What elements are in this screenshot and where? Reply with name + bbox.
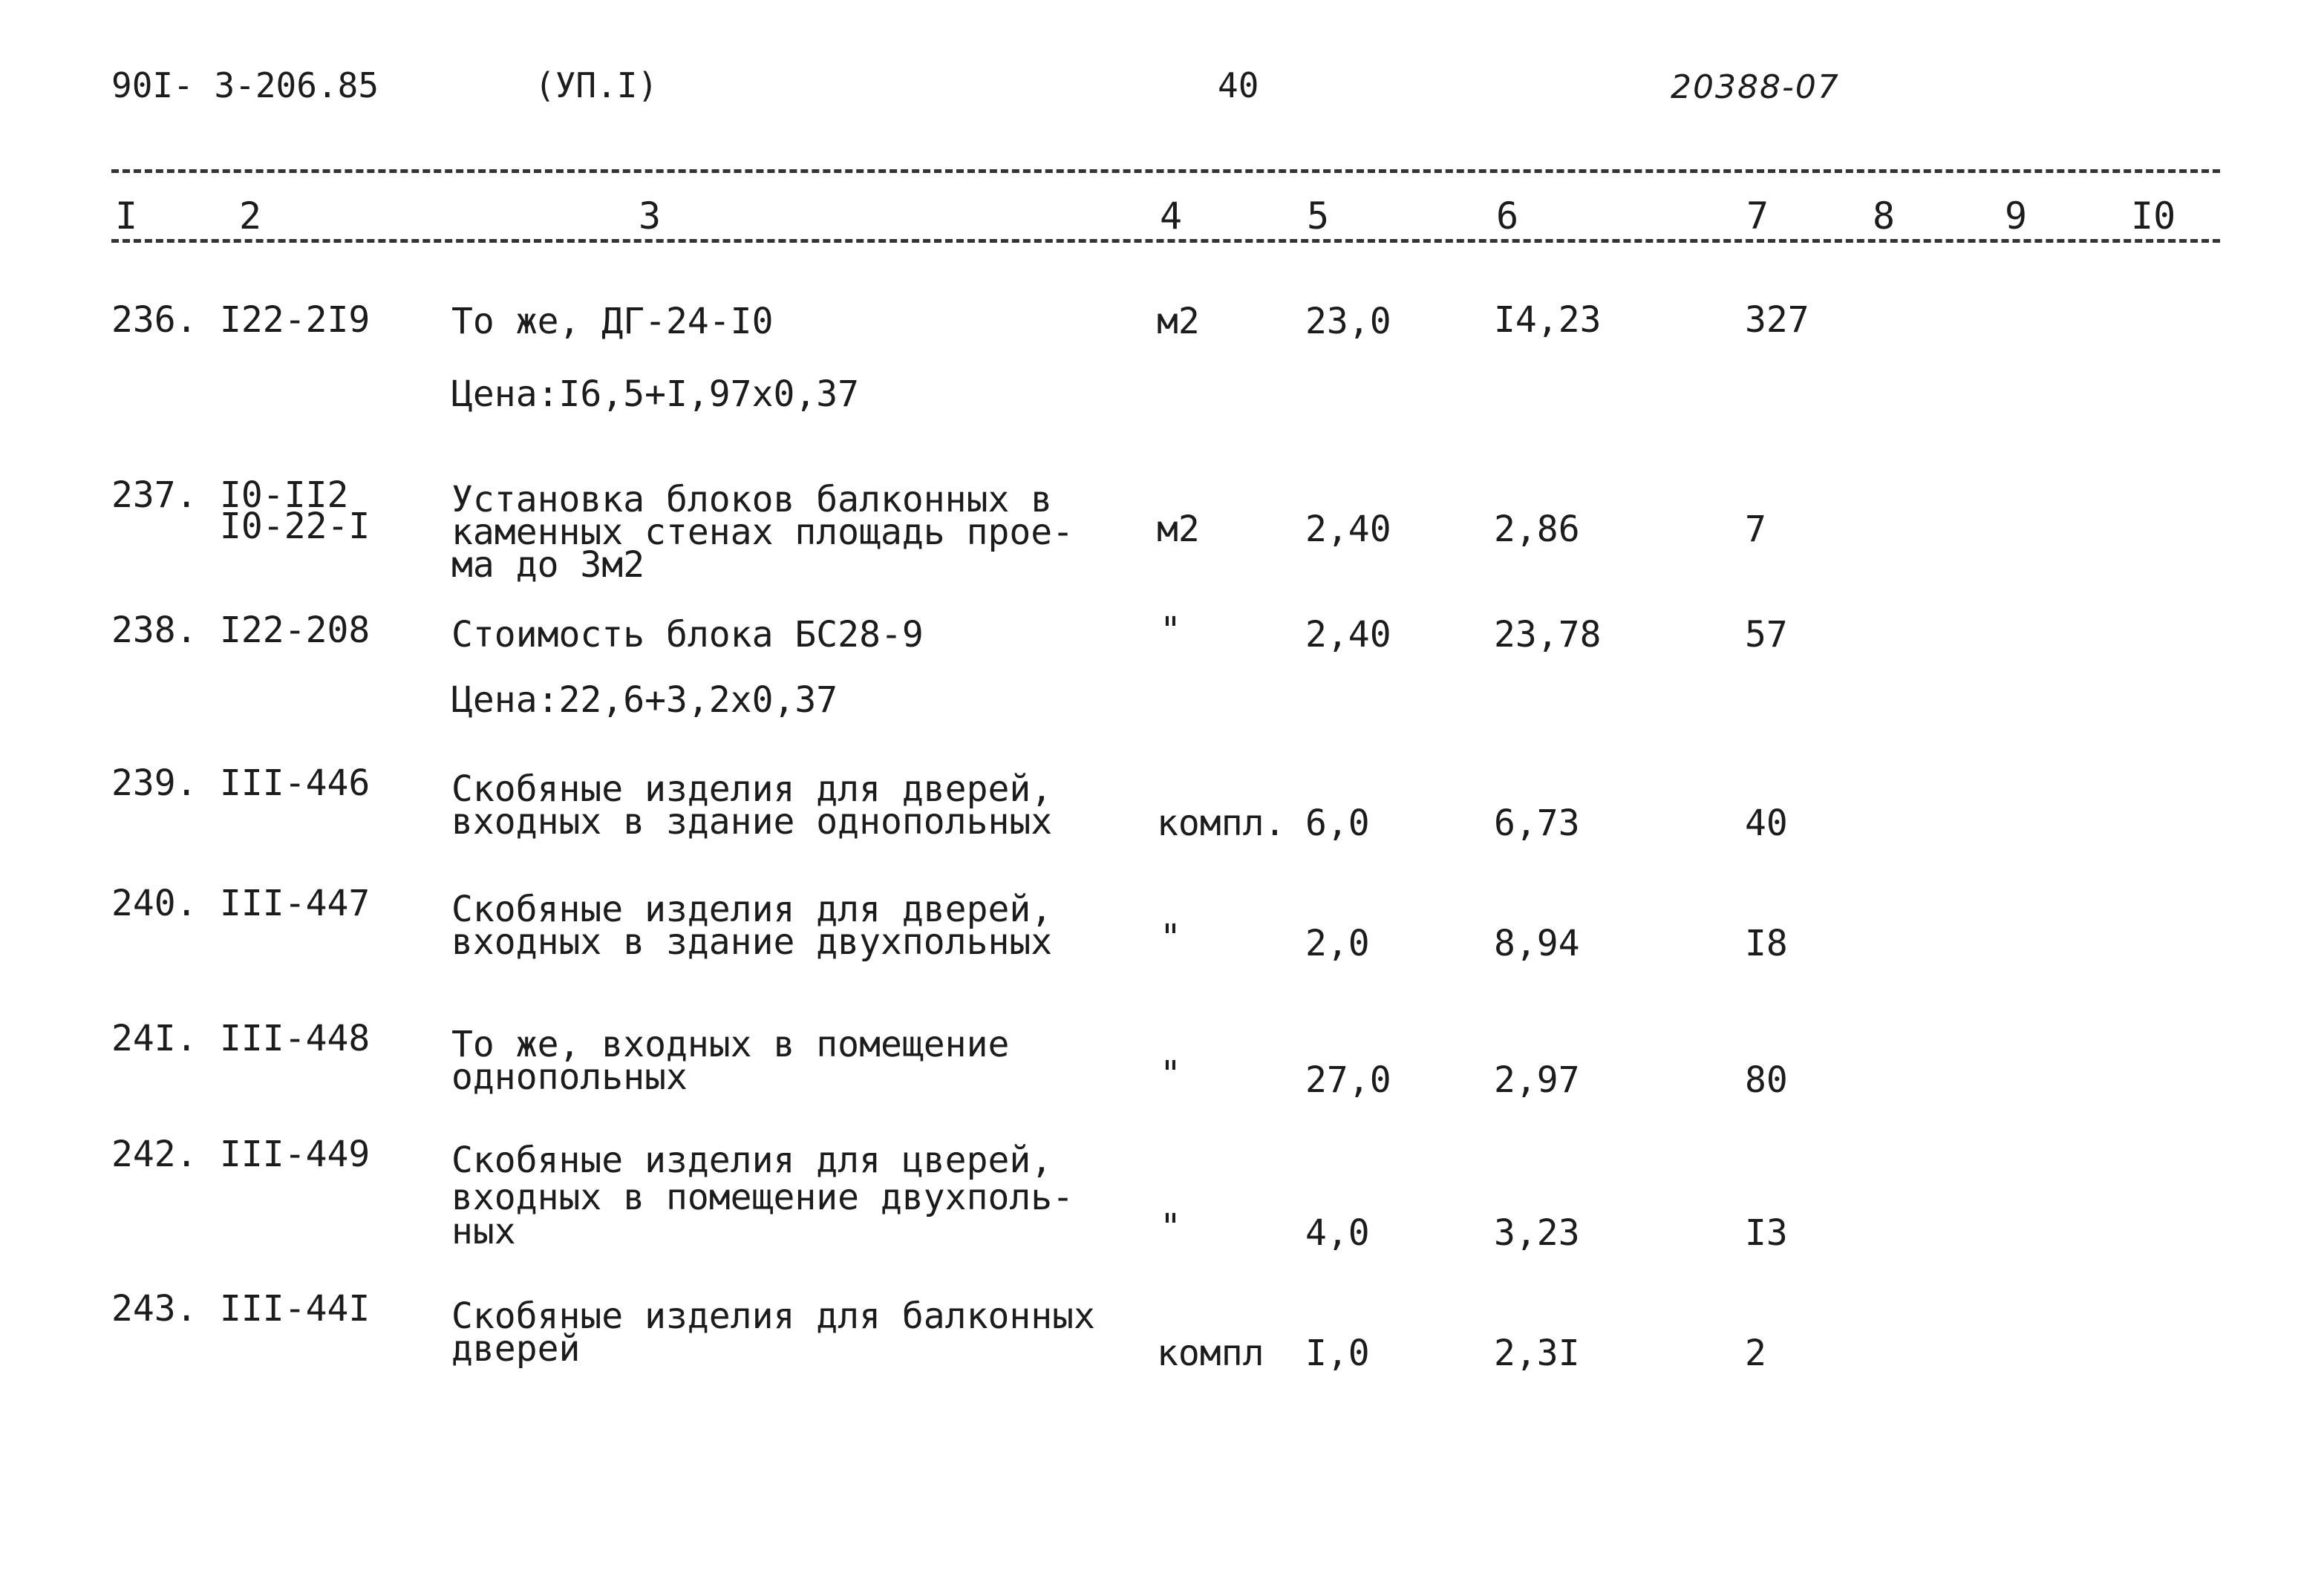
row-total: 40 xyxy=(1745,802,1788,844)
row-total: 327 xyxy=(1745,299,1809,341)
rate-code: III-44I xyxy=(220,1288,371,1330)
column-header-8: 8 xyxy=(1873,194,1896,238)
row-description-line-2: однопольных xyxy=(451,1056,688,1098)
row-number: 238. xyxy=(111,609,198,651)
row-unit-price: 3,23 xyxy=(1494,1212,1580,1254)
row-description-line-2: входных в здание двухпольных xyxy=(451,921,1053,963)
row-quantity: 23,0 xyxy=(1305,301,1391,342)
row-unit: м2 xyxy=(1157,509,1200,550)
row-unit-price: 8,94 xyxy=(1494,923,1580,964)
row-unit-price: 23,78 xyxy=(1494,614,1602,656)
row-number: 24I. xyxy=(111,1018,198,1059)
document-code: 90I- 3-206.85 xyxy=(111,65,379,105)
row-unit-price: 6,73 xyxy=(1494,802,1580,844)
row-total: 80 xyxy=(1745,1059,1788,1101)
row-description-line-1: То же, входных в помещение xyxy=(451,1024,1010,1065)
row-description-line-1: Скобяные изделия для цверей, xyxy=(451,1140,1053,1181)
row-unit-price: 2,97 xyxy=(1494,1059,1580,1101)
column-header-1: I xyxy=(115,194,138,238)
row-quantity: 6,0 xyxy=(1305,802,1370,844)
row-description: То же, ДГ-24-I0 xyxy=(451,301,774,342)
row-description-line-3: ных xyxy=(451,1211,516,1252)
row-quantity: 2,40 xyxy=(1305,614,1391,656)
header-top-rule xyxy=(111,169,2220,173)
rate-code: III-446 xyxy=(220,762,371,804)
column-header-10: I0 xyxy=(2131,194,2176,238)
row-total: 7 xyxy=(1745,509,1766,550)
row-number: 239. xyxy=(111,762,198,804)
row-unit-price: 2,3I xyxy=(1494,1333,1580,1374)
row-number: 237. xyxy=(111,474,198,516)
row-number: 236. xyxy=(111,299,198,341)
row-quantity: 27,0 xyxy=(1305,1059,1391,1101)
row-total: 2 xyxy=(1745,1333,1766,1374)
column-header-4: 4 xyxy=(1160,194,1183,238)
row-description-line-3: ма до 3м2 xyxy=(451,544,645,586)
rate-code-secondary: I0-22-I xyxy=(220,506,371,547)
row-description-line-1: Скобяные изделия для дверей, xyxy=(451,768,1053,810)
row-number: 243. xyxy=(111,1288,198,1330)
row-description-line-2: входных в помещение двухполь- xyxy=(451,1177,1074,1218)
row-unit: компл. xyxy=(1157,802,1286,844)
row-total: 57 xyxy=(1745,614,1788,656)
row-total: I3 xyxy=(1745,1212,1788,1254)
row-description-line-1: Скобяные изделия для балконных xyxy=(451,1295,1095,1337)
row-quantity: I,0 xyxy=(1305,1333,1370,1374)
row-description-line-1: Установка блоков балконных в xyxy=(451,479,1053,520)
row-quantity: 2,0 xyxy=(1305,923,1370,964)
column-header-6: 6 xyxy=(1496,194,1519,238)
album-label: (УП.I) xyxy=(535,65,659,105)
row-description-line-2: каменных стенах площадь прое- xyxy=(451,511,1074,553)
row-unit: " xyxy=(1160,1053,1181,1095)
row-unit: м2 xyxy=(1157,301,1200,342)
row-description: Стоимость блока БС28-9 xyxy=(451,614,924,656)
row-number: 242. xyxy=(111,1134,198,1175)
row-unit: " xyxy=(1160,917,1181,958)
rate-code: I0-II2 xyxy=(220,474,349,516)
row-unit-price: I4,23 xyxy=(1494,299,1602,341)
row-unit: " xyxy=(1160,609,1181,651)
rate-code: III-448 xyxy=(220,1018,371,1059)
row-price-note: Цена:22,6+3,2x0,37 xyxy=(451,679,838,721)
column-header-3: 3 xyxy=(639,194,662,238)
row-price-note: Цена:I6,5+I,97x0,37 xyxy=(451,373,860,415)
row-unit-price: 2,86 xyxy=(1494,509,1580,550)
column-header-7: 7 xyxy=(1746,194,1769,238)
row-quantity: 2,40 xyxy=(1305,509,1391,550)
rate-code: I22-208 xyxy=(220,609,371,651)
column-header-2: 2 xyxy=(239,194,262,238)
row-unit: компл xyxy=(1157,1333,1264,1374)
inventory-number: 20388-07 xyxy=(1671,68,1840,106)
rate-code: III-449 xyxy=(220,1134,371,1175)
row-description-line-2: дверей xyxy=(451,1328,581,1370)
row-number: 240. xyxy=(111,883,198,924)
column-header-9: 9 xyxy=(2005,194,2028,238)
row-quantity: 4,0 xyxy=(1305,1212,1370,1254)
row-description-line-2: входных в здание однопольных xyxy=(451,801,1053,843)
row-unit: " xyxy=(1160,1206,1181,1248)
column-header-5: 5 xyxy=(1307,194,1330,238)
row-total: I8 xyxy=(1745,923,1788,964)
header-bottom-rule xyxy=(111,239,2220,243)
rate-code: I22-2I9 xyxy=(220,299,371,341)
row-description-line-1: Скобяные изделия для дверей, xyxy=(451,889,1053,930)
rate-code: III-447 xyxy=(220,883,371,924)
page-number: 40 xyxy=(1218,65,1259,105)
